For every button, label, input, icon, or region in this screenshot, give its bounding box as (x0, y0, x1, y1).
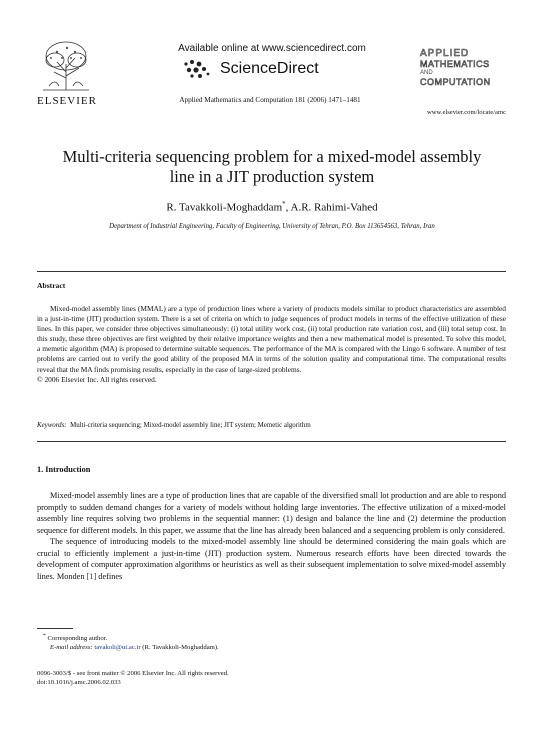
issn-line: 0096-3003/$ - see front matter © 2006 Elsevier Inc. All rights reserved. (37, 670, 229, 677)
keywords-label: Keywords: (37, 422, 67, 429)
abstract-text: Mixed-model assembly lines (MMAL) are a type of production lines where a variety of products models similar to product characteristics are assembled in a just-in-time (JIT) production system. There is a set of criteria on which to judge sequences of product models in terms of the effective utilization of these lines. In this paper, we consider three objectives simultaneously: (i) total utility work cost, (ii) total production rate variation cost, and (iii) total setup cost. In this study, these three objectives are first weighted by their relative importance weights and then a new mathematical model is presented. To solve this model, a memetic algorithm (MA) is proposed to determine suitable sequences. The performance of the MA is compared with the Lingo 6 software. A number of test problems are carried out to verify the good ability of the proposed MA in terms of the solution quality and computational time. The computational results reveal that the MA finds promising results, especially in the case of large-sized problems. (37, 304, 506, 374)
sciencedirect-logo (182, 56, 362, 82)
journal-logo (420, 49, 508, 97)
author-line (40, 200, 504, 214)
available-online-text: Available online at www.sciencedirect.com (178, 43, 366, 54)
footnote-rule (37, 628, 73, 629)
journal-logo-line-4: COMPUTATION (420, 77, 491, 87)
elsevier-tree-icon (37, 38, 95, 94)
email-link[interactable]: tavakoli@ut.ac.ir (94, 644, 141, 652)
intro-paragraph-2 (37, 536, 506, 582)
abstract-copyright: © 2006 Elsevier Inc. All rights reserved. (37, 374, 157, 384)
intro-paragraph-2-end: defines (96, 571, 123, 581)
abstract-heading: Abstract (37, 281, 66, 290)
doi-line: doi:10.1016/j.amc.2006.02.033 (37, 679, 121, 686)
journal-url[interactable] (400, 109, 506, 116)
footnote-email (37, 643, 506, 652)
intro-paragraph-1: Mixed-model assembly lines are a type of production lines that are capable of the diversified small lot production and are able to respond promptly to sudden demand changes for a variety of models without holding large inventories. The effective utilization of a mixed-model assembly line requires solving two problems in the sequential manner: (1) design and balance the line and (2) determine the production sequence for different models. In this paper, we assume that the line has already been balanced and a sequencing problem is only considered. (37, 491, 506, 535)
footnote-email-label: E-mail address: (50, 644, 93, 652)
intro-paragraph-2-text: The sequence of introducing models to the mixed-model assembly line should be determined considering the main goals which are crucial to efficiently implement a just-in-time (JIT) production system. Numerous research efforts have been directed towards the development of computer approximation algorithms or heuristics as well as their subsequent implementation to solve mixed-model assembly lines. Monden (37, 537, 506, 581)
sciencedirect-dots-icon (182, 58, 218, 80)
footnote-text: Corresponding author. (47, 635, 108, 643)
footnote-corresponding (37, 632, 506, 643)
keywords (37, 422, 506, 429)
journal-url-link[interactable]: www.elsevier.com/locate/amc (426, 109, 506, 116)
author-footnote-mark[interactable]: * (282, 200, 286, 208)
article-title: Multi-criteria sequencing problem for a mixed-model assembly line in a JIT production system (62, 147, 482, 186)
author-1: R. Tavakkoli-Moghaddam (166, 201, 283, 214)
elsevier-logo-text: ELSEVIER (37, 95, 97, 107)
introduction-body (37, 490, 506, 582)
rule-top-abstract (37, 271, 506, 272)
journal-citation: Applied Mathematics and Computation 181 (2006) 1471–1481 (179, 96, 361, 104)
rule-bottom-abstract (37, 441, 506, 442)
citation-link-1[interactable]: [1] (86, 571, 97, 581)
sciencedirect-wordmark: ScienceDirect (220, 60, 319, 77)
abstract-body (37, 304, 506, 385)
keywords-text: Multi-criteria sequencing; Mixed-model assembly line; JIT system; Memetic algorithm (70, 422, 311, 429)
footnote-mark: * (43, 633, 46, 639)
footnote (37, 632, 506, 652)
section-heading-introduction: 1. Introduction (37, 465, 91, 474)
footnote-email-suffix: (R. Tavakkoli-Moghaddam). (140, 644, 219, 652)
journal-logo-line-2: MATHEMATICS (420, 59, 490, 69)
journal-logo-line-3: AND (420, 70, 433, 76)
author-2: , A.R. Rahimi-Vahed (285, 201, 378, 214)
affiliation: Department of Industrial Engineering, Faculty of Engineering, University of Tehran, P.O. Box 113654563, Tehran, Iran (109, 223, 435, 230)
page-footer (37, 669, 506, 687)
elsevier-logo (37, 38, 95, 108)
journal-logo-line-1: APPLIED (420, 48, 470, 59)
